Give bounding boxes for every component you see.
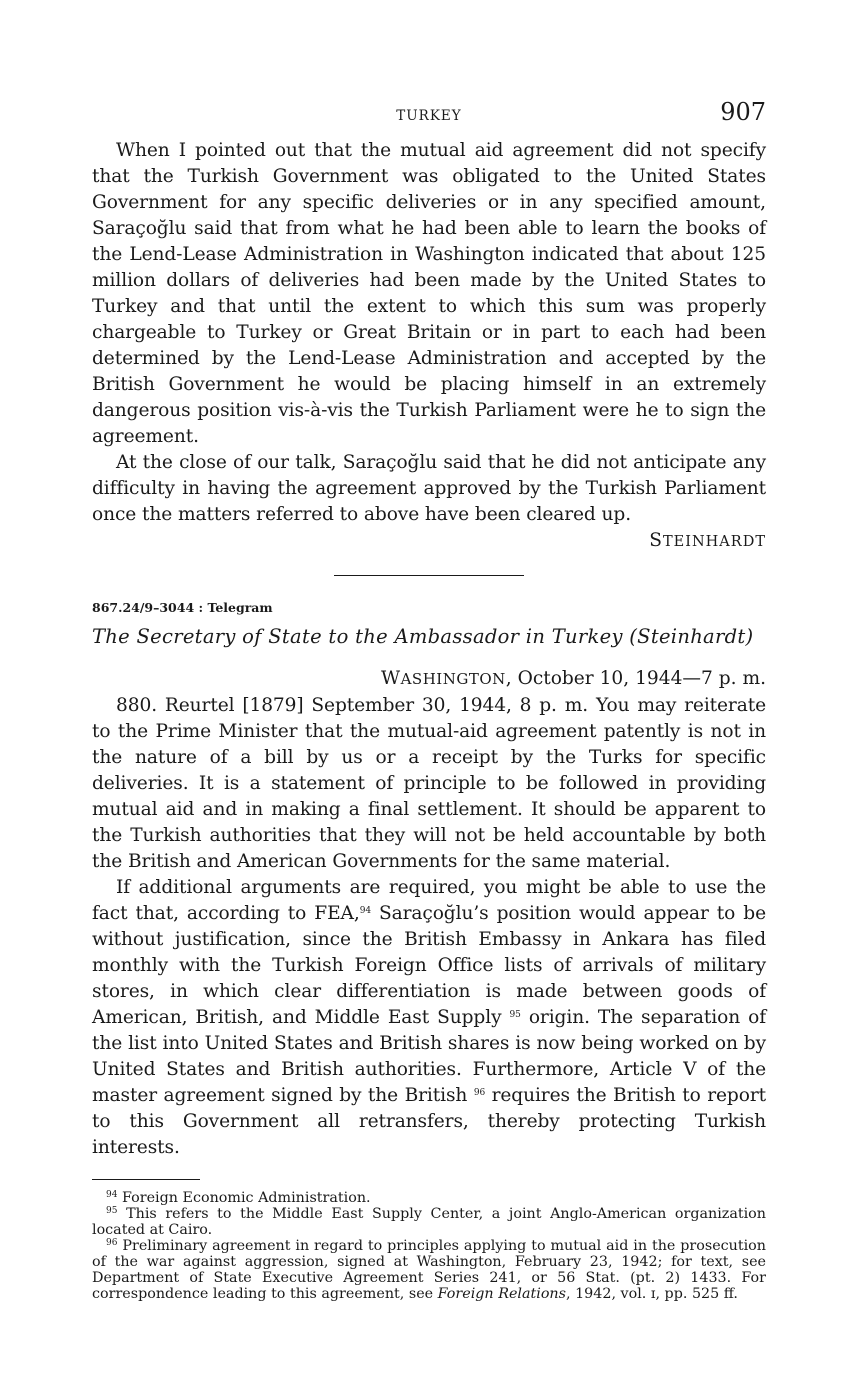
running-head: TURKEY — [396, 108, 462, 124]
dateline-place-initial: W — [380, 668, 401, 689]
footnote-96-text-b: , 1942, vol. ɪ, pp. 525 ff. — [565, 1286, 738, 1302]
footnote-ref-96[interactable]: 96 — [473, 1088, 486, 1098]
footnote-96 — [92, 1238, 766, 1302]
footnote-94 — [92, 1190, 766, 1206]
title-recipient: Steinhardt — [637, 625, 746, 648]
title-close: ) — [745, 625, 754, 648]
footnote-ref-94[interactable]: 94 — [359, 906, 371, 916]
para2-part-c: origin. The separation of the list into United States and British shares is now being worked on by United States and British authorities. Furthermore, Article V of the master agreement signed by the British — [92, 1007, 767, 1106]
page-header — [92, 98, 766, 138]
para2-part-a: If additional arguments are required, you might be able to use the fact that, according to FEA, — [92, 877, 766, 924]
footnote-96-text-a: Preliminary agreement in regard to principles applying to mutual aid in the prosecution of the war against aggression, signed at Washington, February 23, 1942; for text, see Department of State Executive Agreement Series 241, or 56 Stat. (pt. 2) 1433. For correspondence leading to this agreement, see — [92, 1238, 766, 1302]
prev-paragraph-1: When I pointed out that the mutual aid agreement did not specify that the Turkish Government was obligated to the United States Government for any specific deliveries or in any specified amount, Saraçoğlu said that from what he had been able to learn the books of the Lend-Lease Administration in Washington indicated that about 125 million dollars of deliveries had been made by the United States to Turkey and that until the extent to which this sum was properly chargeable to Turkey or Great Britain or in part to each had been determined by the Lend-Lease Administration and accepted by the British Government he would be placing himself in an extremely dangerous position vis-à-vis the Turkish Parliament were he to sign the agreement. — [92, 140, 766, 447]
document-title — [92, 624, 766, 650]
footnote-94-number: 94 — [106, 1190, 118, 1200]
footnote-96-number: 96 — [106, 1238, 118, 1248]
footnote-94-text: Foreign Economic Administration. — [122, 1190, 371, 1206]
footnote-ref-95[interactable]: 95 — [509, 1010, 521, 1020]
dateline-date: , October 10, 1944—7 p. m. — [505, 668, 766, 689]
signature-rest: TEINHARDT — [662, 534, 766, 550]
document-page — [92, 98, 766, 1302]
section-divider — [334, 575, 524, 576]
telegram-paragraph-2 — [92, 875, 766, 1161]
prev-paragraph-2: At the close of our talk, Saraçoğlu said that he did not anticipate any difficulty in having the agreement approved by the Turkish Parliament once the matters referred to above have been cleared up. — [92, 452, 766, 525]
footnotes — [92, 1190, 766, 1302]
footnote-divider — [92, 1179, 200, 1180]
para2-part-d: requires the British to report to this Government all retransfers, thereby protecting Turkish interests. — [92, 1085, 766, 1158]
signature-initial: S — [649, 530, 663, 551]
footnote-95-text: This refers to the Middle East Supply Center, a joint Anglo-American organization located at Cairo. — [92, 1206, 766, 1238]
footnote-95-number: 95 — [106, 1206, 118, 1216]
page-number: 907 — [720, 98, 766, 126]
dateline-place — [381, 670, 506, 688]
signature — [92, 528, 766, 554]
para2-part-b: Saraçoğlu’s position would appear to be without justification, since the British Embassy in Ankara has filed monthly with the Turkish Foreign Office lists of arrivals of military stores, in which clear differentiation is made between goods of American, British, and Middle East Supply — [92, 903, 766, 1028]
footnote-95 — [92, 1206, 766, 1238]
dateline — [92, 666, 766, 692]
dateline-place-rest: ASHINGTON — [400, 670, 506, 688]
telegram-paragraph-1: 880. Reurtel [1879] September 30, 1944, 8 p. m. You may reiterate to the Prime Minister that the mutual-aid agreement patently is not in the nature of a bill by us or a receipt by the Turks for specific deliveries. It is a statement of principle to be followed in providing mutual aid and in making a final settlement. It should be apparent to the Turkish authorities that they will not be held accountable by both the British and American Governments for the same material. — [92, 695, 766, 872]
title-text: The Secretary of State to the Ambassador in Turkey ( — [92, 625, 638, 648]
file-reference: 867.24/9–3044 : Telegram — [92, 600, 273, 615]
footnote-96-citation: Foreign Relations — [437, 1286, 566, 1302]
